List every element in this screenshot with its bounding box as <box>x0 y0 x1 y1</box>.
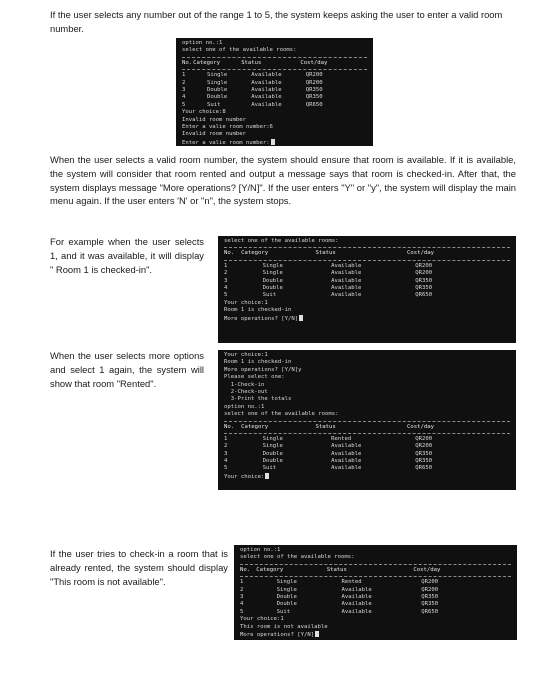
console-line <box>240 624 511 631</box>
table-cell: 4 <box>182 94 186 101</box>
console-text: Invalid room number <box>182 116 246 123</box>
table-header-row <box>182 60 367 67</box>
table-row <box>240 609 511 616</box>
table-cell: QR650 <box>305 101 323 108</box>
column-header: Status <box>315 250 336 257</box>
table-cell: QR350 <box>305 94 323 101</box>
console-line <box>240 631 511 638</box>
table-cell: 1 <box>240 579 244 586</box>
console-line <box>182 109 367 116</box>
table-divider <box>224 247 510 248</box>
table-cell: Available <box>251 72 282 79</box>
table-cell: Available <box>331 458 362 465</box>
column-header: Cost/day <box>407 250 434 257</box>
table-cell: QR200 <box>415 443 433 450</box>
console-line: option no.:1 <box>240 547 281 553</box>
table-cell: QR200 <box>415 262 433 269</box>
table-divider <box>240 576 511 577</box>
table-cell: Double <box>262 450 283 457</box>
table-cell: QR200 <box>415 435 433 442</box>
table-cell: Available <box>251 94 282 101</box>
table-cell: 3 <box>240 593 244 600</box>
console-screenshot-checked-in <box>218 236 516 343</box>
table-cell: QR350 <box>305 86 323 93</box>
table-row <box>224 278 510 285</box>
column-header: No. <box>224 250 235 257</box>
paragraph-invalid-range: If the user selects any number out of the range 1 to 5, the system keeps asking the user to enter a valid room number. <box>50 9 503 34</box>
text-cursor <box>271 139 275 145</box>
console-line: select one of the available rooms: <box>182 47 297 54</box>
table-row <box>224 292 510 299</box>
console-text: Your choice:1 <box>240 616 284 623</box>
table-cell: Available <box>331 284 362 291</box>
table-cell: Available <box>331 292 362 299</box>
table-header-row <box>224 250 510 257</box>
table-cell: Available <box>251 101 282 108</box>
paragraph-not-available: If the user tries to check-in a room that is already rented, the system should display "This room is not available". <box>50 548 228 587</box>
column-header: Status <box>326 566 347 573</box>
table-cell: 5 <box>224 465 228 472</box>
console-line: Please select one: <box>224 374 285 381</box>
console-screenshot-not-available <box>234 545 517 640</box>
console-line <box>240 616 511 623</box>
table-cell: Suit <box>262 292 277 299</box>
table-row <box>224 285 510 292</box>
table-cell: Single <box>262 443 283 450</box>
console-text: Enter a valie room number: <box>182 139 270 146</box>
table-cell: Single <box>262 262 283 269</box>
console-line: 1-Check-in <box>224 381 265 388</box>
table-divider <box>224 433 510 434</box>
table-header-row <box>240 567 511 574</box>
column-header: No. <box>224 423 235 430</box>
table-row <box>224 263 510 270</box>
console-line: Your choice:1 <box>224 352 268 358</box>
console-line: Room 1 is checked-in <box>224 359 292 366</box>
console-text: Your choice:8 <box>182 109 226 116</box>
table-row <box>182 80 367 87</box>
console-line: 3-Print the totals <box>224 396 292 403</box>
table-cell: Single <box>276 579 297 586</box>
table-divider <box>224 260 510 261</box>
table-cell: QR350 <box>421 601 439 608</box>
console-text: This room is not available <box>240 623 328 630</box>
console-text: Room 1 is checked-in <box>224 307 292 314</box>
console-screenshot-rented <box>218 350 516 490</box>
table-cell: Available <box>341 601 372 608</box>
console-text: Enter a valie room number:6 <box>182 123 273 130</box>
table-cell: Available <box>341 593 372 600</box>
table-cell: Double <box>276 593 297 600</box>
column-header: Cost/day <box>407 423 434 430</box>
table-cell: Single <box>276 586 297 593</box>
table-row <box>224 436 510 443</box>
table-cell: Available <box>331 262 362 269</box>
table-row <box>224 270 510 277</box>
console-text: Your choice:1 <box>224 299 268 306</box>
table-row <box>240 579 511 586</box>
column-header: Cost/day <box>300 59 328 66</box>
table-row <box>182 102 367 109</box>
column-header: Category <box>256 566 284 573</box>
table-cell: QR200 <box>415 270 433 277</box>
column-header: Category <box>241 250 269 257</box>
table-cell: Double <box>262 277 283 284</box>
console-text: More operations? [Y/N] <box>224 315 299 322</box>
table-cell: Available <box>331 277 362 284</box>
text-cursor <box>315 631 319 637</box>
column-header: No. <box>240 566 251 573</box>
paragraph-rented-status: When the user selects more options and select 1 again, the system will show that room "Rented". <box>50 350 204 389</box>
table-divider <box>182 57 367 58</box>
table-cell: Double <box>262 458 283 465</box>
column-header: Status <box>315 423 336 430</box>
console-text: Invalid room number <box>182 131 246 138</box>
table-cell: QR350 <box>415 277 433 284</box>
table-row <box>224 451 510 458</box>
table-cell: Suit <box>207 101 221 108</box>
table-row <box>240 594 511 601</box>
table-cell: Available <box>331 270 362 277</box>
paragraph-valid-room: When the user selects a valid room number, the system should ensure that room is available. If it is available, the system will consider that room rented and output a message says that room is checked-in. After that, the system displays message "More operations? [Y/N]". If the user enters "Y" or "y", the system will display the main menu again. If the user enters 'N' or "n", the system stops. <box>50 154 516 207</box>
table-cell: QR200 <box>421 579 439 586</box>
table-cell: Rented <box>341 579 362 586</box>
table-row <box>240 601 511 608</box>
table-cell: Single <box>207 72 228 79</box>
table-cell: 3 <box>224 277 228 284</box>
table-cell: 2 <box>224 270 228 277</box>
table-cell: 4 <box>224 458 228 465</box>
table-cell: 1 <box>224 435 228 442</box>
table-cell: Double <box>276 601 297 608</box>
text-cursor <box>299 315 303 321</box>
table-cell: QR650 <box>415 465 433 472</box>
table-cell: Double <box>262 284 283 291</box>
table-cell: QR350 <box>421 593 439 600</box>
table-cell: 2 <box>224 443 228 450</box>
table-cell: QR200 <box>305 72 323 79</box>
text-cursor <box>265 473 269 479</box>
table-header-row <box>224 424 510 431</box>
column-header: Status <box>241 59 262 66</box>
column-header: Cost/day <box>413 566 441 573</box>
console-line: select one of the available rooms: <box>240 554 355 561</box>
table-row <box>224 458 510 465</box>
console-line: More operations? [Y/N]y <box>224 366 302 373</box>
table-cell: QR350 <box>415 450 433 457</box>
paragraph-example-checkin: For example when the user selects 1, and it was available, it will display " Room 1 is checked-in". <box>50 236 204 275</box>
table-cell: QR200 <box>305 79 323 86</box>
table-cell: 5 <box>240 608 244 615</box>
table-cell: QR350 <box>415 284 433 291</box>
table-cell: Single <box>262 435 283 442</box>
console-line: select one of the available rooms: <box>224 411 339 418</box>
console-line <box>224 473 510 480</box>
console-line <box>224 300 510 307</box>
console-line <box>182 139 367 146</box>
console-line <box>182 131 367 138</box>
console-line <box>224 315 510 322</box>
table-cell: QR350 <box>415 458 433 465</box>
console-line <box>182 124 367 131</box>
table-cell: QR650 <box>421 608 439 615</box>
console-text: More operations? [Y/N] <box>240 631 315 638</box>
table-cell: Available <box>341 608 372 615</box>
table-cell: Available <box>331 450 362 457</box>
console-line <box>224 307 510 314</box>
table-cell: Single <box>207 79 228 86</box>
table-cell: 5 <box>182 101 186 108</box>
table-row <box>182 87 367 94</box>
table-divider <box>240 564 511 565</box>
table-cell: Available <box>341 586 372 593</box>
table-cell: QR200 <box>421 586 439 593</box>
table-cell: 4 <box>240 601 244 608</box>
table-cell: 4 <box>224 284 228 291</box>
table-cell: 3 <box>224 450 228 457</box>
table-cell: Double <box>207 86 228 93</box>
console-line: option no.:1 <box>182 40 223 46</box>
table-cell: 2 <box>182 79 186 86</box>
table-row <box>224 465 510 472</box>
console-line: option no.:1 <box>224 403 265 410</box>
column-header: Category <box>193 59 221 66</box>
table-cell: Single <box>262 270 283 277</box>
table-cell: Available <box>251 86 282 93</box>
table-cell: 3 <box>182 86 186 93</box>
table-cell: 2 <box>240 586 244 593</box>
console-line: 2-Check-out <box>224 388 268 395</box>
console-text: Your choice: <box>224 473 265 480</box>
table-divider <box>224 421 510 422</box>
table-row <box>224 443 510 450</box>
column-header: Category <box>241 423 269 430</box>
console-line <box>182 117 367 124</box>
console-line: select one of the available rooms: <box>224 238 339 244</box>
table-cell: Suit <box>276 608 291 615</box>
table-cell: 1 <box>224 262 228 269</box>
table-cell: Available <box>331 443 362 450</box>
table-cell: QR650 <box>415 292 433 299</box>
table-cell: Available <box>251 79 282 86</box>
table-cell: Suit <box>262 465 277 472</box>
table-cell: 5 <box>224 292 228 299</box>
column-header: No. <box>182 59 193 66</box>
table-divider <box>182 69 367 70</box>
table-cell: Double <box>207 94 228 101</box>
table-row <box>182 72 367 79</box>
table-cell: 1 <box>182 72 186 79</box>
table-cell: Rented <box>331 435 352 442</box>
table-cell: Available <box>331 465 362 472</box>
table-row <box>240 587 511 594</box>
table-row <box>182 94 367 101</box>
console-screenshot-invalid-room <box>176 38 373 146</box>
